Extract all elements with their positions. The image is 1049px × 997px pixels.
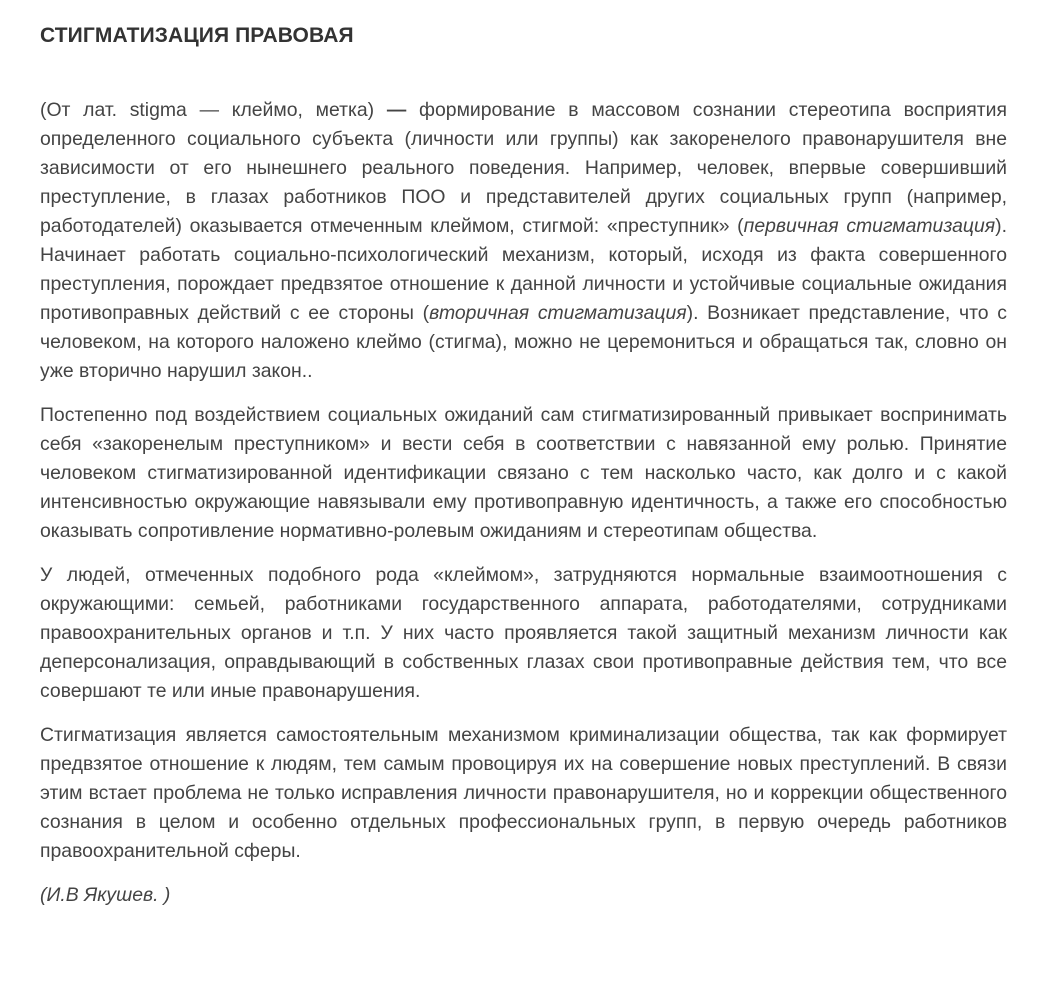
definition-text: формирование в массовом сознании стереотипа восприятия определенного социального субъекта (личности или группы) как закоренелого правонарушителя вне зависимости от его нынешнего реального поведения. Например, человек, впервые совершивший преступление, в глазах работников ПОО и представителей других социальных групп (например, работодателей) оказывается отмеченным клеймом, стигмой: «преступник» ( (40, 99, 1007, 237)
definition-text-2: ). Начинает работать социально-психологический механизм, который, исходя из факта совершенного преступления, порождает предвзятое отношение к данной личности и устойчивые социальные ожидания противоправных действий с ее стороны ( (40, 215, 1007, 324)
article (40, 0, 1007, 929)
definition-origin: (От лат. stigma — клеймо, метка) (40, 99, 387, 121)
definition-text-3: ). Возникает представление, что с человеком, на которого наложено клеймо (стигма), можно не церемониться и обращаться так, словно он уже вторично нарушил закон.. (40, 302, 1007, 382)
term-secondary-stigmatization: вторичная стигматизация (429, 302, 687, 324)
paragraph-relationships: У людей, отмеченных подобного рода «клеймом», затрудняются нормальные взаимоотношения с окружающими: семьей, работниками государственного аппарата, работодателями, сотрудниками правоохранительных органов и т.п. У них часто проявляется такой защитный механизм личности как деперсонализация, оправдывающий в собственных глазах свои противоправные действия тем, что все совершают те или иные правонарушения. (40, 564, 1007, 702)
paragraph-criminalization: Стигматизация является самостоятельным механизмом криминализации общества, так как формирует предвзятое отношение к людям, тем самым провоцируя их на совершение новых преступлений. В связи этим встает проблема не только исправления личности правонарушителя, но и коррекции общественного сознания в целом и особенно отдельных профессиональных групп, в первую очередь работников правоохранительной сферы. (40, 724, 1007, 862)
paragraph-identification: Постепенно под воздействием социальных ожиданий сам стигматизированный привыкает воспринимать себя «закоренелым преступником» и вести себя в соответствии с навязанной ему ролью. Принятие человеком стигматизированной идентификации связано с тем насколько часто, как долго и с какой интенсивностью окружающие навязывали ему противоправную идентичность, а также его способностью оказывать сопротивление нормативно-ролевым ожиданиям и стереотипам общества. (40, 404, 1007, 542)
paragraph-definition (40, 96, 1007, 386)
article-title: СТИГМАТИЗАЦИЯ ПРАВОВАЯ (40, 24, 354, 47)
author-signature: (И.В Якушев. ) (40, 884, 171, 906)
term-primary-stigmatization: первичная стигматизация (743, 215, 996, 237)
definition-dash: — (386, 99, 407, 121)
